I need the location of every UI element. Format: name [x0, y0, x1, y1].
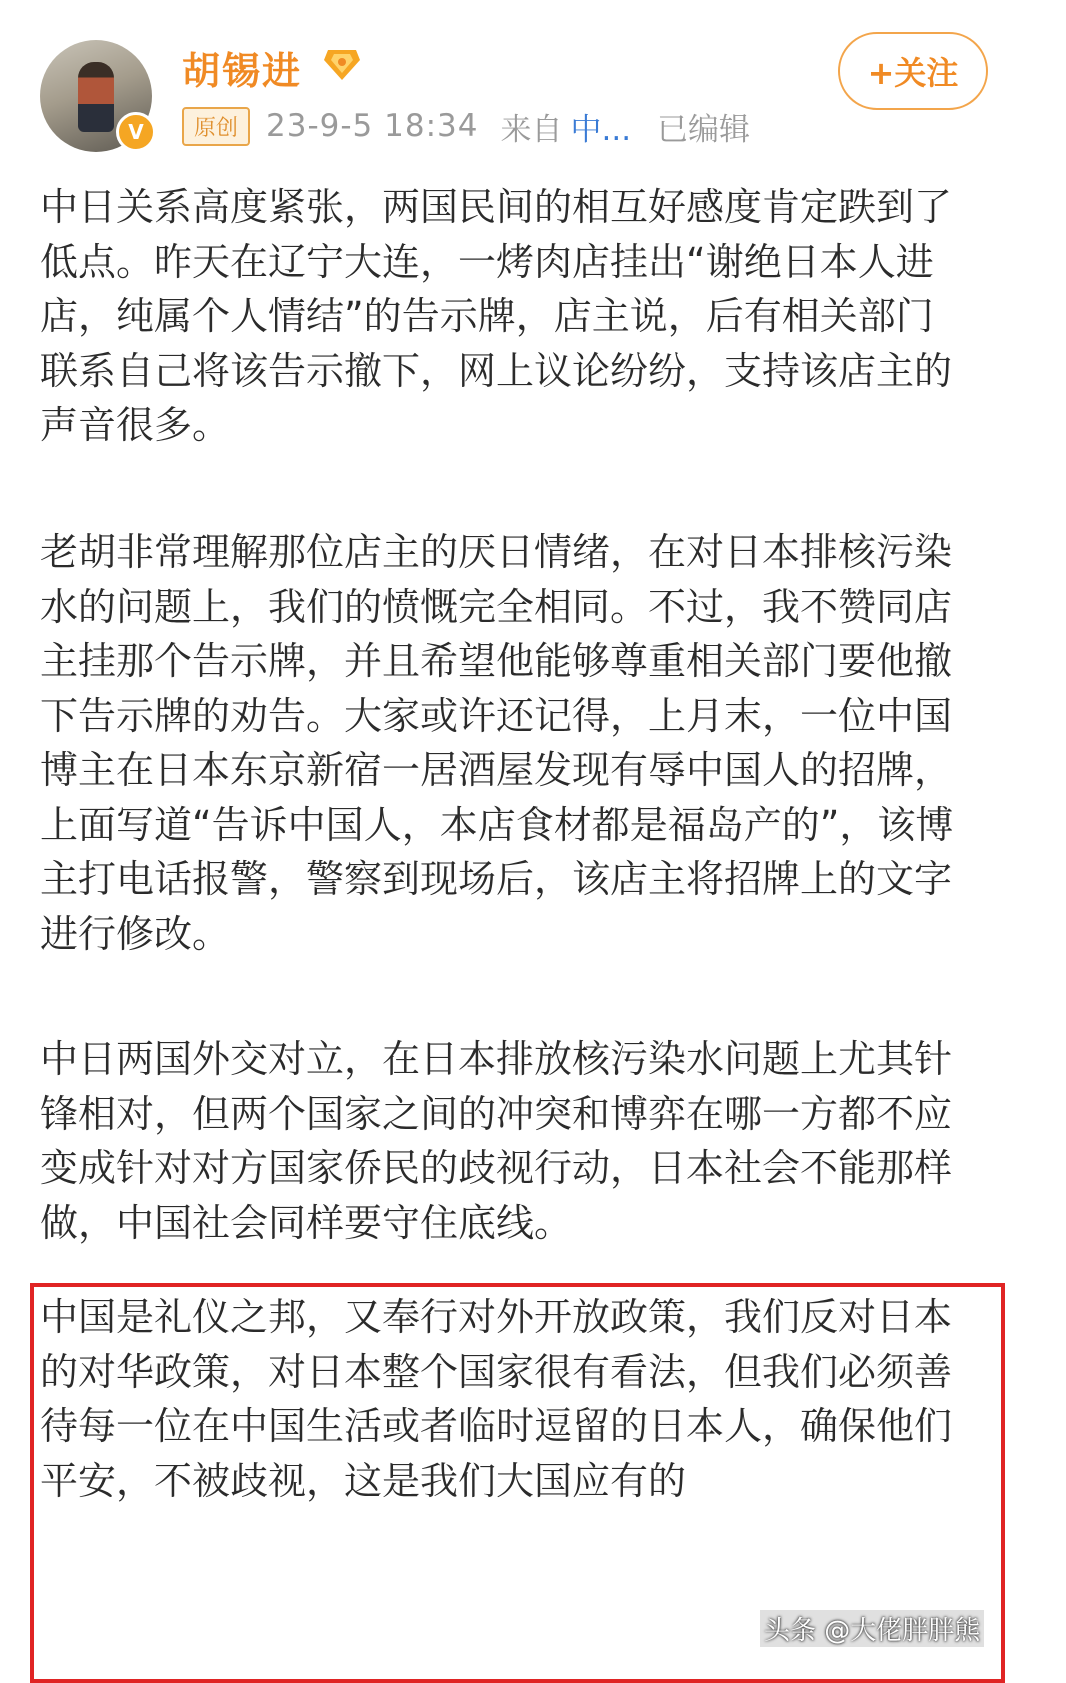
edited-label: 已编辑 — [657, 111, 751, 148]
fan-medal-icon — [322, 46, 362, 82]
avatar-photo — [78, 62, 114, 132]
post-paragraph-2: 老胡非常理解那位店主的厌日情绪，在对日本排核污染水的问题上，我们的愤慨完全相同。不过，我不赞同店主挂那个告示牌，并且希望他能够尊重相关部门要他撤下告示牌的劝告。大家或许还记得，上月末，一位中国博主在日本东京新宿一居酒屋发现有辱中国人的招牌，上面写道“告诉中国人，本店食材都是福岛产的”，该博主打电话报警，警察到现场后，该店主将招牌上的文字进行修改。 — [40, 530, 954, 956]
post-paragraph-3: 中日两国外交对立，在日本排放核污染水问题上尤其针锋相对，但两个国家之间的冲突和博弈在哪一方都不应变成针对对方国家侨民的歧视行动，日本社会不能那样做，中国社会同样要守住底线。 — [40, 1037, 953, 1245]
source-prefix: 来自 — [500, 111, 563, 148]
post-header — [0, 0, 1066, 170]
verified-v-icon: V — [116, 112, 156, 152]
source-link[interactable]: 中... — [570, 111, 632, 148]
post-time: 23-9-5 18:34 — [266, 108, 479, 144]
follow-button[interactable]: +关注 — [838, 32, 988, 110]
watermark: 头条 @大佬胖胖熊 — [760, 1610, 984, 1647]
author-name[interactable]: 胡锡进 — [182, 49, 303, 93]
original-badge: 原创 — [182, 107, 250, 146]
post-meta — [182, 106, 750, 146]
post-paragraph-4: 中国是礼仪之邦，又奉行对外开放政策，我们反对日本的对华政策，对日本整个国家很有看法，但我们必须善待每一位在中国生活或者临时逗留的日本人，确保他们平安，不被歧视，这是我们大国应有的 — [40, 1295, 953, 1503]
post-paragraph-1: 中日关系高度紧张，两国民间的相互好感度肯定跌到了低点。昨天在辽宁大连，一烤肉店挂出“谢绝日本人进店，纯属个人情结”的告示牌，店主说，后有相关部门联系自己将该告示撤下，网上议论纷纷，支持该店主的声音很多。 — [40, 185, 953, 447]
